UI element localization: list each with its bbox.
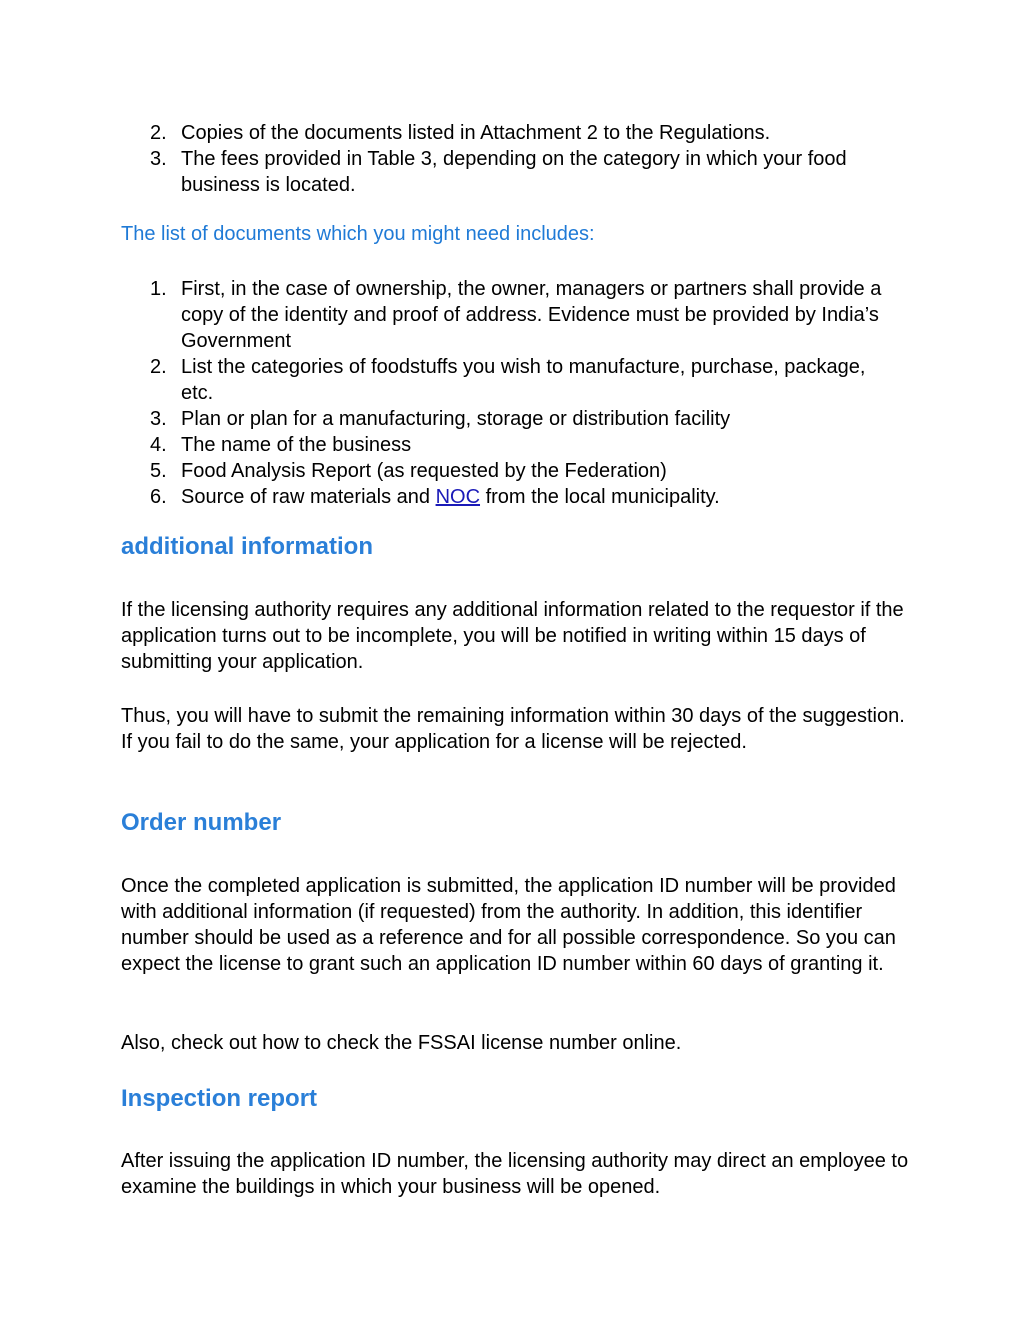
list-item-text: Copies of the documents listed in Attachment 2 to the Regulations.	[181, 122, 771, 144]
list-item-number: 3.	[150, 408, 167, 430]
list-item	[0, 146, 901, 198]
list-item-number: 5.	[150, 460, 167, 482]
section-heading-order-number: Order number	[121, 809, 282, 836]
paragraph: If the licensing authority requires any additional information related to the requestor if the application turns out to be incomplete, you will be notified in writing within 15 days of submitting your application.	[121, 599, 904, 673]
requirements-list	[0, 120, 1024, 198]
list-item-text-after: from the local municipality.	[480, 486, 720, 508]
paragraph: After issuing the application ID number, the licensing authority may direct an employee to examine the buildings in which your business will be opened.	[121, 1150, 909, 1198]
list-item-text: List the categories of foodstuffs you wish to manufacture, purchase, package, etc.	[181, 356, 866, 404]
list-item-text: Plan or plan for a manufacturing, storage or distribution facility	[181, 408, 731, 430]
list-item-text: Food Analysis Report (as requested by the Federation)	[181, 460, 667, 482]
list-item	[0, 432, 901, 458]
list-item	[0, 484, 901, 510]
list-item	[0, 354, 901, 406]
list-item-text: First, in the case of ownership, the owner, managers or partners shall provide a copy of the identity and proof of address. Evidence must be provided by India’s Government	[181, 278, 882, 352]
list-item-text: Source of raw materials and	[181, 486, 436, 508]
list-item-number: 1.	[150, 278, 167, 300]
list-item-number: 6.	[150, 486, 167, 508]
list-item-text: The fees provided in Table 3, depending on the category in which your food business is located.	[181, 148, 847, 196]
list-item-number: 3.	[150, 148, 167, 170]
paragraph: Also, check out how to check the FSSAI license number online.	[121, 1032, 682, 1054]
list-item	[0, 120, 901, 146]
section-heading-additional-information: additional information	[121, 533, 373, 560]
section-heading-inspection-report: Inspection report	[121, 1085, 318, 1112]
list-item-number: 2.	[150, 356, 167, 378]
paragraph: Thus, you will have to submit the remaining information within 30 days of the suggestion. If you fail to do the same, your application for a license will be rejected.	[121, 705, 905, 753]
list-item	[0, 276, 901, 354]
list-item	[0, 406, 901, 432]
list-item-number: 2.	[150, 122, 167, 144]
list-item-text: The name of the business	[181, 434, 412, 456]
noc-link[interactable]: NOC	[435, 486, 481, 508]
list-item-number: 4.	[150, 434, 167, 456]
documents-list	[0, 276, 1024, 510]
list-item	[0, 458, 901, 484]
documents-intro: The list of documents which you might need includes:	[121, 223, 595, 245]
paragraph: Once the completed application is submitted, the application ID number will be provided with additional information (if requested) from the authority. In addition, this identifier number should be used as a reference and for all possible correspondence. So you can expect the license to grant such an application ID number within 60 days of granting it.	[121, 875, 896, 975]
